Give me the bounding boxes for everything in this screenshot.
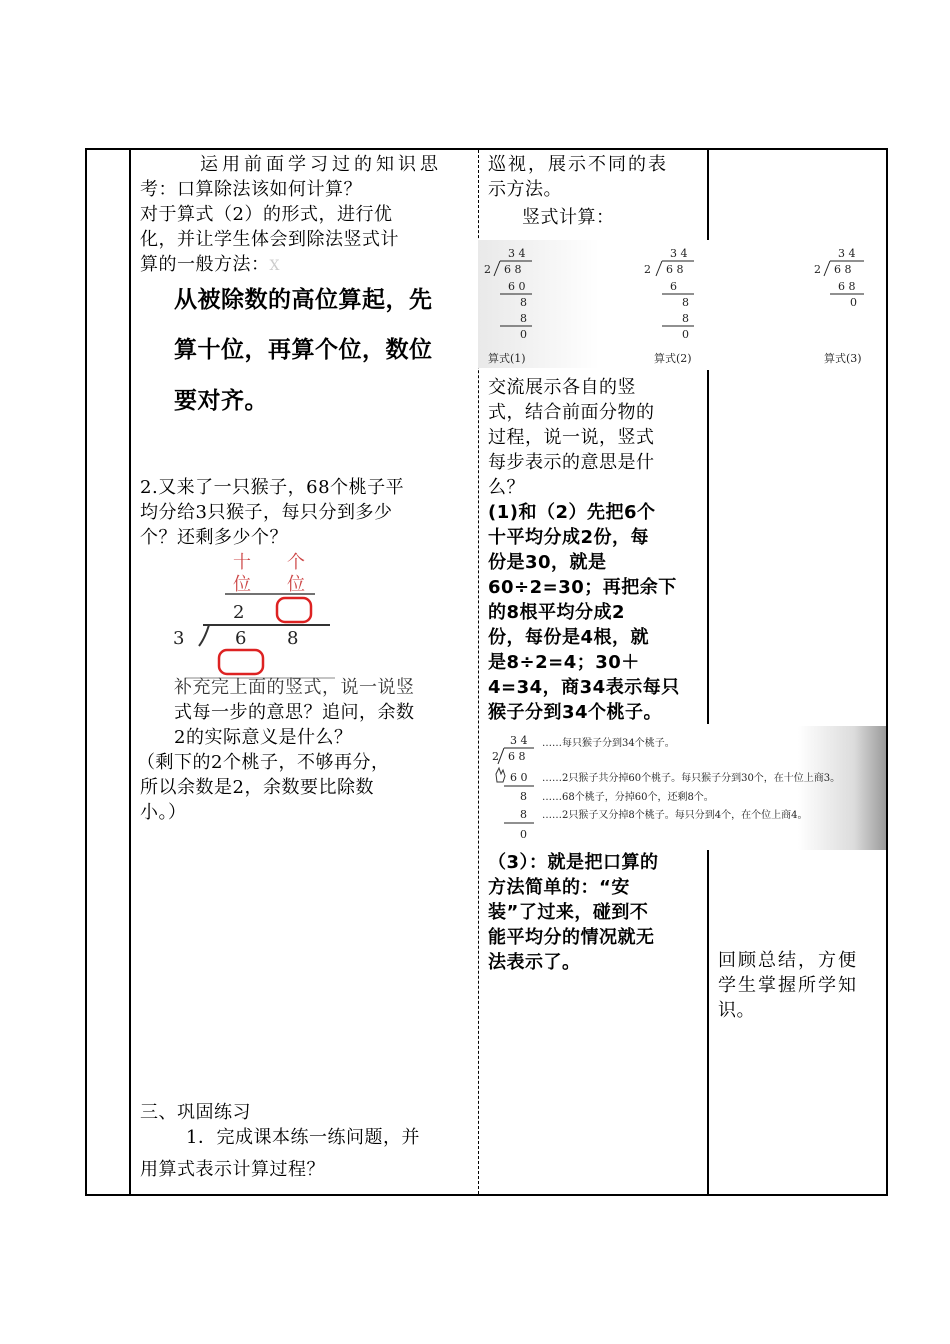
f2-step-2: 8 bbox=[682, 296, 689, 309]
explain-line-5: 的8根平均分成2 bbox=[488, 602, 626, 623]
form3-line-3: 装”了过来，碰到不 bbox=[488, 902, 649, 923]
f3-step-1: 6 8 bbox=[838, 280, 856, 293]
f3-step-2: 0 bbox=[850, 296, 857, 309]
form3-line-2: 方法简单的：“安 bbox=[488, 877, 630, 898]
ann-step-4: 0 bbox=[520, 828, 527, 841]
explain-line-6: 份，每份是4根，就 bbox=[488, 627, 650, 648]
sketch-dividend-tens: 6 bbox=[235, 628, 247, 649]
answer-line-2: 所以余数是2，余数要比除数 bbox=[140, 777, 374, 798]
col3-line-2: 示方法。 bbox=[488, 179, 562, 200]
table-bottom-border bbox=[85, 1194, 888, 1196]
sketch-tens-char: 十 bbox=[233, 552, 251, 573]
intro-line-3: 对于算式（2）的形式，进行优 bbox=[140, 204, 393, 225]
f1-dividend: 6 8 bbox=[504, 263, 522, 276]
col3-divider-bottom bbox=[707, 850, 709, 1196]
f3-dividend: 6 8 bbox=[834, 263, 852, 276]
sketch-dividend-ones: 8 bbox=[287, 628, 299, 649]
ann-step-1: 6 0 bbox=[510, 771, 528, 784]
ann-note-4: ……2只猴子又分掉8个桃子。每只分到4个，在个位上商4。 bbox=[542, 810, 808, 821]
explain-line-8: 4=34，商34表示每只 bbox=[488, 677, 680, 698]
intro-mark: X bbox=[269, 258, 280, 274]
explain-line-1: (1)和（2）先把6个 bbox=[488, 502, 656, 523]
ann-quotient: 3 4 bbox=[510, 734, 528, 747]
summary-line-1: 回顾总结，方便 bbox=[718, 950, 858, 971]
explain-line-3: 份是30，就是 bbox=[488, 552, 607, 573]
exchange-line-2: 式，结合前面分物的 bbox=[488, 402, 655, 423]
col3-divider-mid bbox=[707, 370, 709, 724]
f1-step-3: 8 bbox=[520, 312, 527, 325]
sketch-blank-box-step bbox=[219, 650, 263, 674]
form3-line-5: 法表示了。 bbox=[488, 952, 581, 973]
explain-line-4: 60÷2=30；再把余下 bbox=[488, 577, 677, 598]
section-3-title: 三、巩固练习 bbox=[140, 1102, 251, 1123]
sketch-tens-place: 位 bbox=[233, 574, 251, 595]
col3-line-1: 巡视，展示不同的表 bbox=[488, 154, 668, 175]
table-left-border bbox=[85, 148, 87, 1196]
ann-divisor: 2 bbox=[492, 750, 499, 763]
continue-line-2: 式每一步的意思？追问，余数 bbox=[174, 702, 415, 723]
f2-dividend: 6 8 bbox=[666, 263, 684, 276]
f2-divisor: 2 bbox=[644, 263, 651, 276]
explain-line-2: 十平均分成2份，每 bbox=[488, 527, 650, 548]
division-sketch bbox=[165, 550, 345, 680]
f2-quotient: 3 4 bbox=[670, 247, 688, 260]
section-3-line-2: 用算式表示计算过程？ bbox=[140, 1159, 325, 1180]
question-2-line-3: 个？还剩多少个？ bbox=[140, 527, 288, 548]
intro-line-5-text: 算的一般方法： bbox=[140, 254, 270, 275]
f1-step-4: 0 bbox=[520, 328, 527, 341]
algorithm-figure bbox=[478, 240, 882, 368]
answer-line-3: 小。） bbox=[140, 802, 187, 823]
f3-quotient: 3 4 bbox=[838, 247, 856, 260]
question-2-line-1: 2.又来了一只猴子，68个桃子平 bbox=[140, 477, 405, 498]
rule-line-1: 从被除数的高位算起，先 bbox=[174, 287, 433, 313]
table-top-border bbox=[85, 148, 888, 150]
col3-divider-top bbox=[707, 148, 709, 240]
sketch-divisor: 3 bbox=[173, 628, 185, 649]
f2-label: 算式(2) bbox=[654, 352, 692, 365]
explain-line-7: 是8÷2=4；30＋ bbox=[488, 652, 640, 673]
form3-line-4: 能平均分的情况就无 bbox=[488, 927, 655, 948]
question-2-line-2: 均分给3只猴子，每只分到多少 bbox=[140, 502, 393, 523]
f1-step-1: 6 0 bbox=[508, 280, 526, 293]
f3-divisor: 2 bbox=[814, 263, 821, 276]
f2-step-4: 0 bbox=[682, 328, 689, 341]
sketch-quotient-digit: 2 bbox=[233, 602, 245, 623]
explain-line-9: 猴子分到34个桃子。 bbox=[488, 702, 663, 723]
exchange-line-3: 过程，说一说，竖式 bbox=[488, 427, 655, 448]
summary-line-2: 学生掌握所学知 bbox=[718, 975, 858, 996]
intro-line-2: 考：口算除法该如何计算？ bbox=[140, 179, 362, 200]
intro-line-1: 运用前面学习过的知识思 bbox=[200, 154, 442, 175]
algorithm-figure-svg bbox=[478, 240, 882, 368]
exchange-line-1: 交流展示各自的竖 bbox=[488, 377, 636, 398]
summary-line-3: 识。 bbox=[718, 1000, 755, 1021]
sketch-blank-box-quotient bbox=[277, 598, 311, 622]
f1-quotient: 3 4 bbox=[508, 247, 526, 260]
section-3-line-1: 1．完成课本练一练问题，并 bbox=[186, 1127, 420, 1148]
f3-label: 算式(3) bbox=[824, 352, 862, 365]
col3-line-3: 竖式计算： bbox=[522, 207, 615, 228]
ann-note-3: ……68个桃子，分掉60个，还剩8个。 bbox=[542, 792, 714, 803]
f2-step-1: 6 bbox=[670, 280, 677, 293]
ann-note-1: ……每只猴子分到34个桃子。 bbox=[542, 738, 675, 749]
ann-note-2: ……2只猴子共分掉60个桃子。每只猴子分到30个，在十位上商3。 bbox=[542, 773, 841, 784]
answer-line-1: （剩下的2个桃子，不够再分， bbox=[137, 752, 390, 773]
exchange-line-4: 每步表示的意思是什 bbox=[488, 452, 655, 473]
ann-step-3: 8 bbox=[520, 808, 527, 821]
f1-label: 算式(1) bbox=[488, 352, 526, 365]
f2-step-3: 8 bbox=[682, 312, 689, 325]
sketch-ones-place: 位 bbox=[287, 574, 305, 595]
annotated-division-svg bbox=[486, 726, 886, 850]
continue-line-3: 2的实际意义是什么？ bbox=[174, 727, 353, 748]
f1-divisor: 2 bbox=[484, 263, 491, 276]
continue-line-1: 补充完上面的竖式，说一说竖 bbox=[174, 677, 415, 698]
rule-line-2: 算十位，再算个位，数位 bbox=[174, 337, 433, 363]
exchange-line-5: 么？ bbox=[488, 477, 525, 498]
intro-line-4: 化，并让学生体会到除法竖式计 bbox=[140, 229, 399, 250]
sketch-ones-char: 个 bbox=[287, 552, 305, 573]
f1-step-2: 8 bbox=[520, 296, 527, 309]
rule-line-3: 要对齐。 bbox=[174, 388, 268, 414]
form3-line-1: （3）：就是把口算的 bbox=[488, 852, 659, 873]
ann-step-2: 8 bbox=[520, 790, 527, 803]
col1-divider bbox=[129, 148, 131, 1196]
ann-dividend: 6 8 bbox=[508, 750, 526, 763]
hand-cursor-icon bbox=[496, 768, 505, 782]
annotated-division-figure bbox=[486, 726, 886, 850]
table-right-border bbox=[886, 148, 888, 1196]
